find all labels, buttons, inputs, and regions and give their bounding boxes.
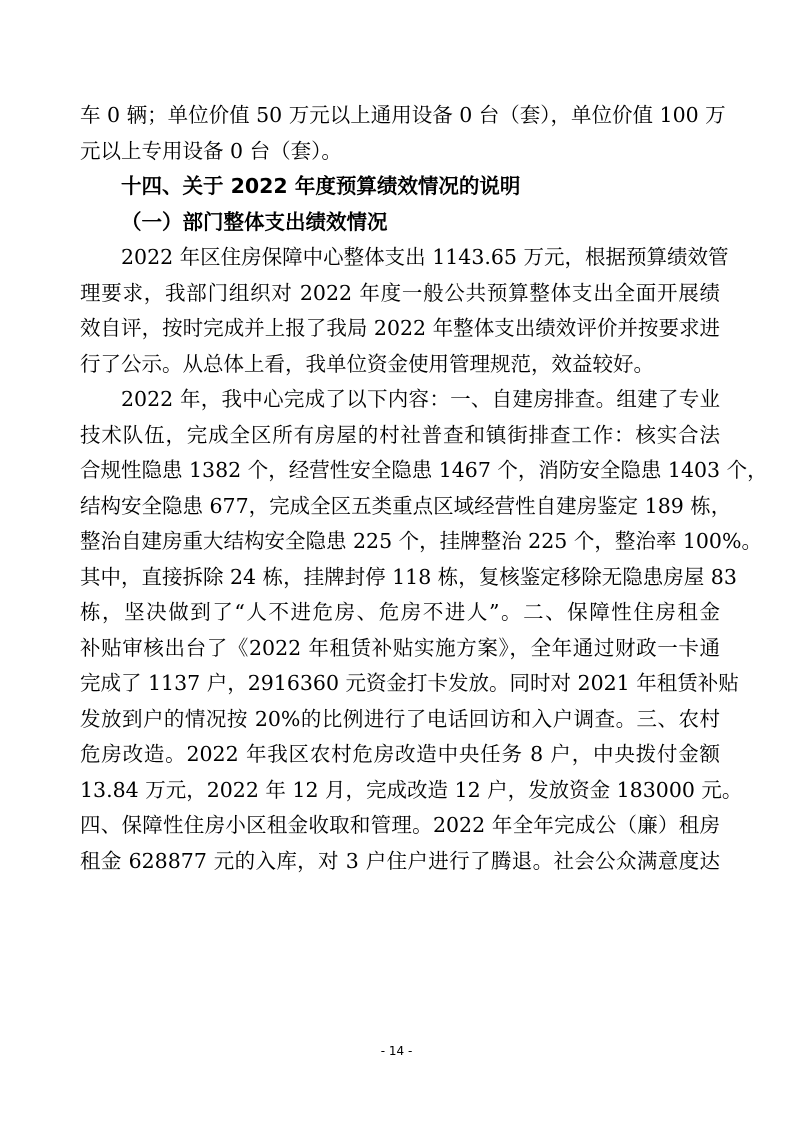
text-line: 栋，坚决做到了“人不进危房、危房不进人”。二、保障性住房租金 (80, 600, 720, 624)
text-line: 补贴审核出台了《2022 年租赁补贴实施方案》，全年通过财政一卡通 (80, 635, 720, 660)
text-line: 2022 年，我中心完成了以下内容：一、自建房排查。组建了专业 (121, 387, 720, 411)
text-line: 2022 年区住房保障中心整体支出 1143.65 万元，根据预算绩效管 (121, 245, 729, 269)
text-line: 行了公示。从总体上看，我单位资金使用管理规范，效益较好。 (80, 351, 654, 376)
text-line: 合规性隐患 1382 个，经营性安全隐患 1467 个，消防安全隐患 1403 个， (80, 458, 768, 482)
paragraph-equipment-summary (80, 98, 726, 169)
text-line: 租金 628877 元的入库，对 3 户住户进行了腾退。社会公众满意度达 (80, 848, 720, 873)
text-line: 发放到户的情况按 20%的比例进行了电话回访和入户调查。三、农村 (80, 706, 720, 731)
text-line: 理要求，我部门组织对 2022 年度一般公共预算整体支出全面开展绩 (80, 280, 720, 305)
text-line: 危房改造。2022 年我区农村危房改造中央任务 8 户，中央拨付金额 (80, 742, 720, 766)
text-line: 元以上专用设备 0 台（套）。 (80, 138, 342, 163)
text-line: 结构安全隐患 677，完成全区五类重点区域经营性自建房鉴定 189 栋， (80, 493, 732, 518)
page-number: - 14 - (380, 1044, 413, 1058)
subsection-heading: （一）部门整体支出绩效情况 (121, 209, 388, 234)
paragraph-overall-expenditure (80, 240, 729, 382)
text-line: 其中，直接拆除 24 栋，挂牌封停 118 栋，复核鉴定移除无隐患房屋 83 (80, 564, 737, 589)
text-line: 技术队伍，完成全区所有房屋的村社普查和镇街排查工作：核实合法 (80, 422, 720, 447)
text-line: 13.84 万元，2022 年 12 月，完成改造 12 户，发放资金 183000 元。 (80, 777, 743, 802)
document-body (80, 98, 768, 879)
text-line: 效自评，按时完成并上报了我局 2022 年整体支出绩效评价并按要求进 (80, 316, 720, 340)
text-line: 整治自建房重大结构安全隐患 225 个，挂牌整治 225 个，整治率 100%。 (80, 529, 762, 553)
text-line: 完成了 1137 户，2916360 元资金打卡发放。同时对 2021 年租赁补贴 (80, 671, 739, 695)
text-line: 车 0 辆；单位价值 50 万元以上通用设备 0 台（套），单位价值 100 万 (80, 103, 726, 127)
text-line: 四、保障性住房小区租金收取和管理。2022 年全年完成公（廉）租房 (80, 813, 720, 837)
section-heading: 十四、关于 2022 年度预算绩效情况的说明 (121, 174, 521, 198)
paragraph-work-completed (80, 382, 768, 879)
